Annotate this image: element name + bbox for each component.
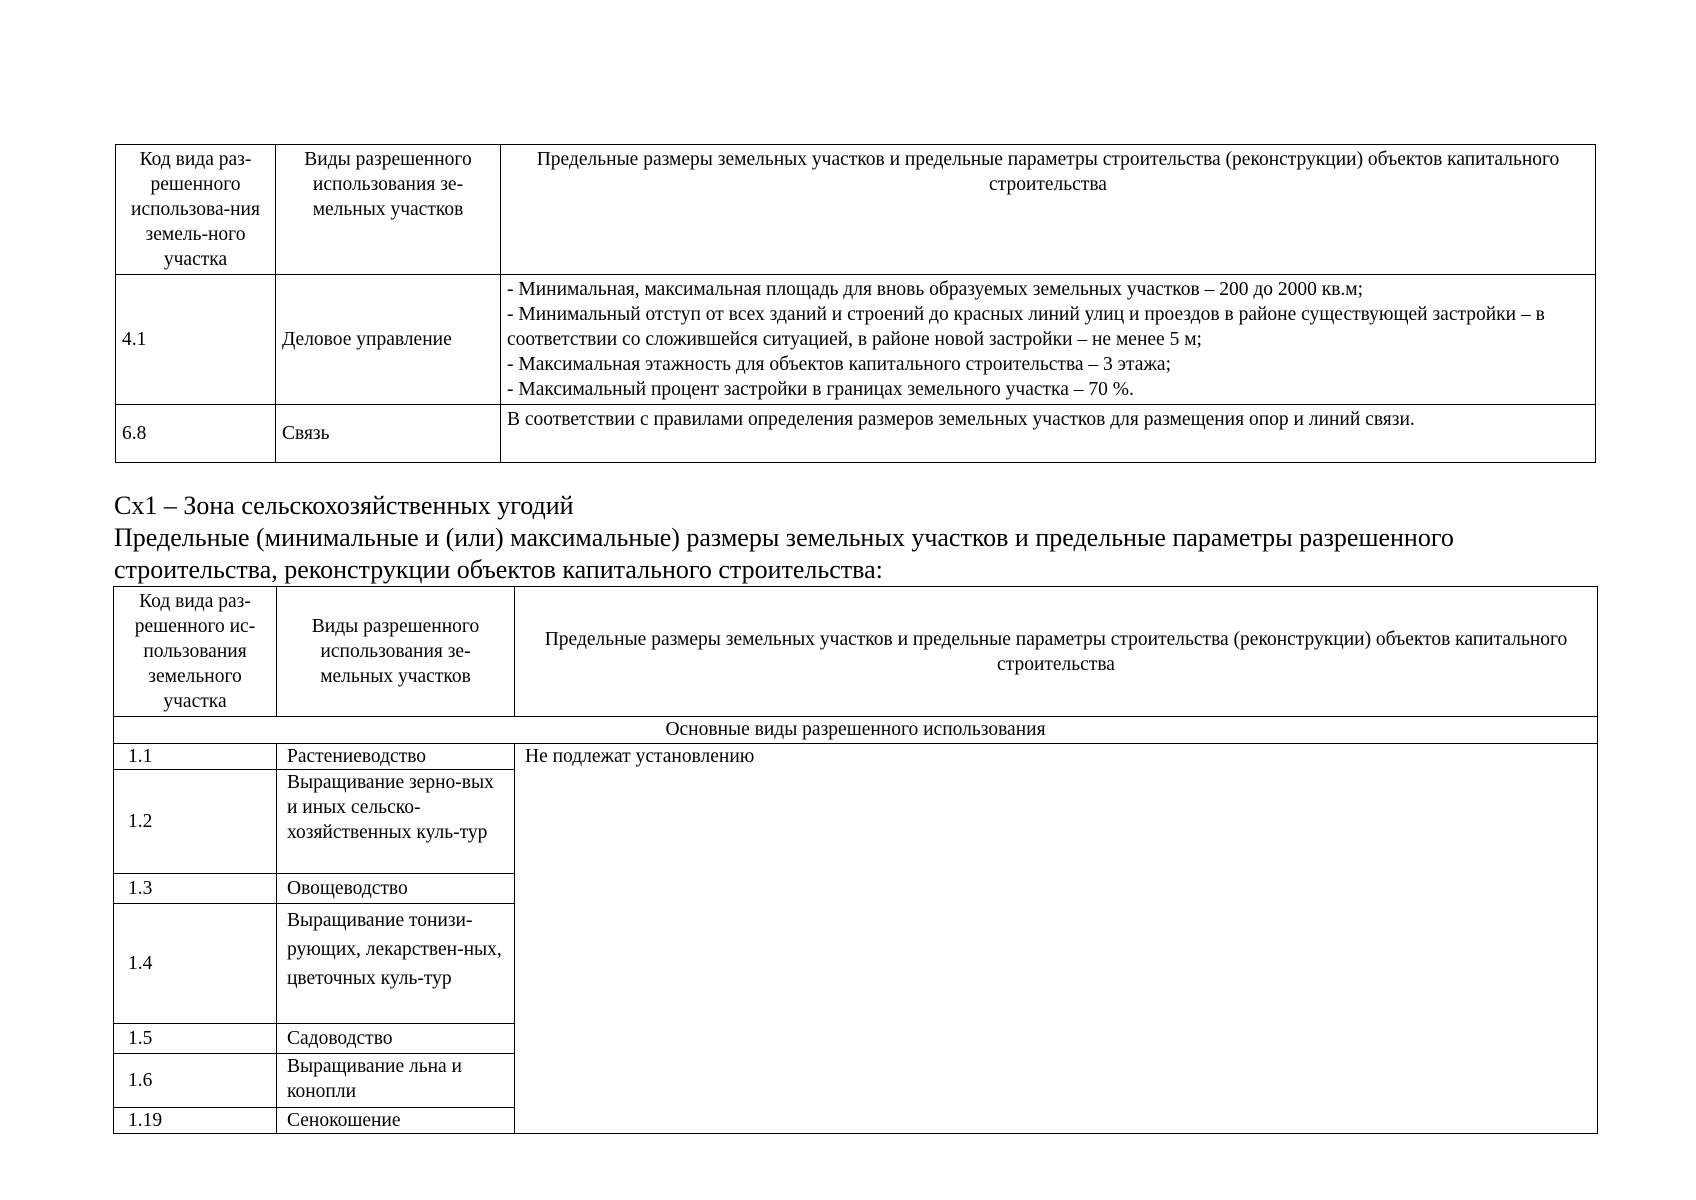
- row-code: 4.1: [116, 275, 276, 405]
- group-row: [114, 717, 1598, 744]
- row-kind: Выращивание тонизи-рующих, лекарствен-ных, цветочных куль-тур: [277, 904, 515, 1024]
- table-header-row: [114, 587, 1598, 717]
- param-line: - Максимальный процент застройки в границах земельного участка – 70 %.: [507, 379, 1134, 400]
- row-code: 6.8: [116, 405, 276, 463]
- row-code: 1.6: [114, 1054, 277, 1108]
- header-code: Код вида раз-решенного использова-ния земель-ного участка: [116, 145, 276, 275]
- row-kind: Выращивание льна и конопли: [277, 1054, 515, 1108]
- row-params: [501, 405, 1596, 463]
- zoning-table-2: [113, 586, 1598, 1134]
- param-line: - Максимальная этажность для объектов капитального строительства – 3 этажа;: [507, 354, 1172, 375]
- row-params: [501, 275, 1596, 405]
- row-code: 1.4: [114, 904, 277, 1024]
- group-label: Основные виды разрешенного использования: [114, 717, 1598, 744]
- row-code: 1.1: [114, 744, 277, 770]
- param-line: - Минимальная, максимальная площадь для вновь образуемых земельных участков – 200 до 2000 кв.м;: [507, 279, 1364, 300]
- table-row: [116, 275, 1596, 405]
- param-line: - Минимальный отступ от всех зданий и строений до красных линий улиц и проездов в районе существующей застройки – в соответствии со сложившейся ситуацией, в районе новой застройки – не менее 5 м;: [507, 304, 1545, 350]
- table-header-row: [116, 145, 1596, 275]
- row-kind: Садоводство: [277, 1024, 515, 1054]
- row-code: 1.19: [114, 1108, 277, 1134]
- row-code: 1.5: [114, 1024, 277, 1054]
- table-row: [114, 744, 1598, 770]
- table-row: [116, 405, 1596, 463]
- header-code: Код вида раз-решенного ис-пользования земельного участка: [114, 587, 277, 717]
- header-params: Предельные размеры земельных участков и предельные параметры строительства (реконструкции) объектов капитального строительства: [501, 145, 1596, 275]
- zoning-table-1: [115, 144, 1596, 463]
- zone-title: Сх1 – Зона сельскохозяйственных угодий: [114, 491, 574, 520]
- header-kind: Виды разрешенного использования зе-мельных участков: [276, 145, 501, 275]
- header-kind: Виды разрешенного использования зе-мельных участков: [277, 587, 515, 717]
- row-kind: Деловое управление: [276, 275, 501, 405]
- row-params: Не подлежат установлению: [515, 744, 1598, 1134]
- row-kind: Растениеводство: [277, 744, 515, 770]
- row-kind: Выращивание зерно-вых и иных сельско-хозяйственных куль-тур: [277, 770, 515, 874]
- header-params: Предельные размеры земельных участков и предельные параметры строительства (реконструкции) объектов капитального строительства: [515, 587, 1598, 717]
- row-kind: Сенокошение: [277, 1108, 515, 1134]
- row-code: 1.3: [114, 874, 277, 904]
- subtitle-line-2: строительства, реконструкции объектов капитального строительства:: [114, 555, 883, 584]
- subtitle-line-1: Предельные (минимальные и (или) максимальные) размеры земельных участков и предельные параметры разрешенного: [114, 523, 1454, 552]
- row-code: 1.2: [114, 770, 277, 874]
- row-kind: Связь: [276, 405, 501, 463]
- row-kind: Овощеводство: [277, 874, 515, 904]
- param-line: В соответствии с правилами определения размеров земельных участков для размещения опор и линий связи.: [507, 409, 1415, 430]
